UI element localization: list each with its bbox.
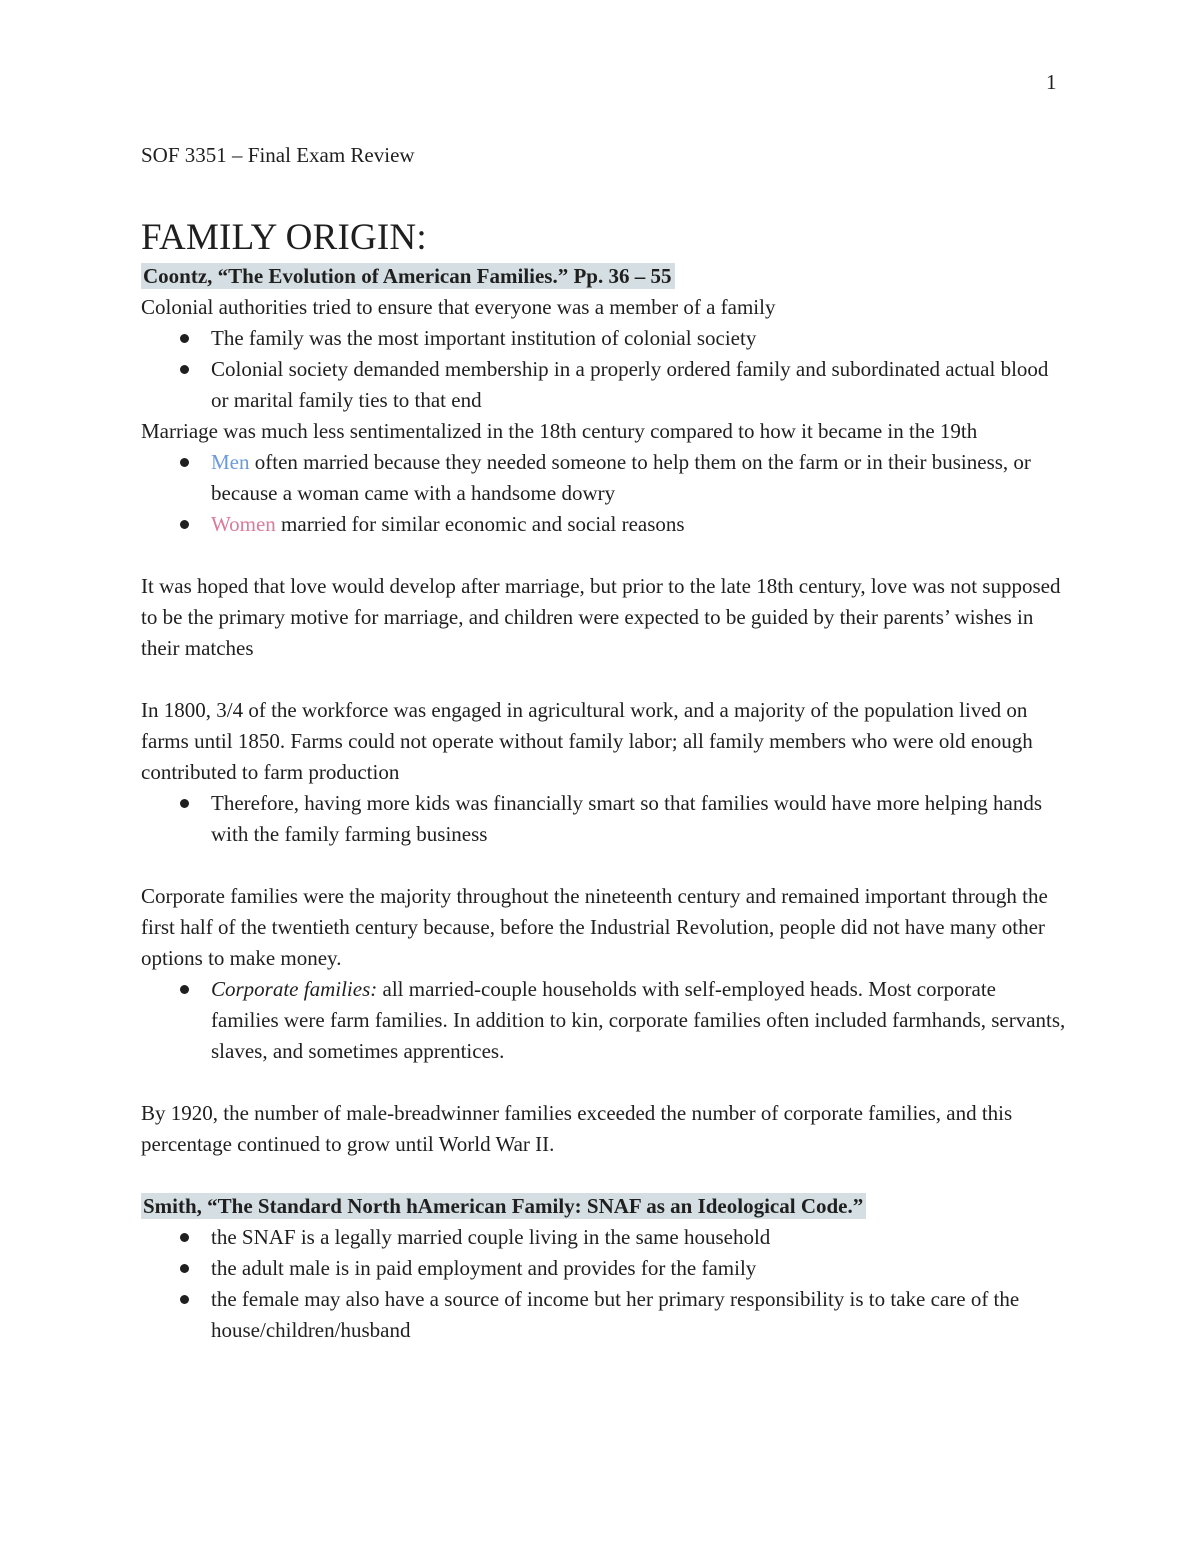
spacer <box>141 540 1066 571</box>
list-item: Therefore, having more kids was financially smart so that families would have more helping hands with the family farming business <box>141 788 1066 850</box>
paragraph: By 1920, the number of male-breadwinner families exceeded the number of corporate families, and this percentage continued to grow until World War II. <box>141 1101 1013 1156</box>
list-item: the female may also have a source of income but her primary responsibility is to take care of the house/children/husband <box>141 1284 1066 1346</box>
document-body <box>141 140 1066 1346</box>
page-number: 1 <box>1046 70 1057 94</box>
spacer <box>141 1067 1066 1098</box>
term-label: Corporate families: <box>211 977 378 1001</box>
list-item-text: all married-couple households with self-employed heads. Most corporate families were farm families. In addition to kin, corporate families often included farmhands, servants, slaves, and sometimes apprentices. <box>211 977 1066 1063</box>
list-item-text: married for similar economic and social reasons <box>275 512 685 536</box>
spacer <box>141 850 1066 881</box>
bullet-list <box>141 974 1066 1067</box>
list-item: the adult male is in paid employment and provides for the family <box>141 1253 1066 1284</box>
paragraph: Marriage was much less sentimentalized in the 18th century compared to how it became in the 19th <box>141 419 978 443</box>
list-item: Colonial society demanded membership in a properly ordered family and subordinated actual blood or marital family ties to that end <box>141 354 1066 416</box>
highlighted-heading-text: Smith, “The Standard North hAmerican Family: SNAF as an Ideological Code.” <box>141 1193 866 1219</box>
section-heading: FAMILY ORIGIN: <box>141 217 427 258</box>
spacer <box>141 664 1066 695</box>
paragraph: Corporate families were the majority throughout the nineteenth century and remained important through the first half of the twentieth century because, before the Industrial Revolution, people did not have many other options to make money. <box>141 884 1048 970</box>
spacer <box>141 1160 1066 1191</box>
women-label: Women <box>211 512 276 536</box>
list-item-text: often married because they needed someone to help them on the farm or in their business, or because a woman came with a handsome dowry <box>211 450 1031 505</box>
paragraph: It was hoped that love would develop after marriage, but prior to the late 18th century, love was not supposed to be the primary motive for marriage, and children were expected to be guided by their parents’ wishes in their matches <box>141 574 1061 660</box>
list-item: The family was the most important institution of colonial society <box>141 323 1066 354</box>
bullet-list <box>141 1222 1066 1346</box>
bullet-list <box>141 323 1066 416</box>
paragraph: Colonial authorities tried to ensure that everyone was a member of a family <box>141 295 776 319</box>
list-item: the SNAF is a legally married couple living in the same household <box>141 1222 1066 1253</box>
list-item <box>141 509 1066 540</box>
paragraph: In 1800, 3/4 of the workforce was engaged in agricultural work, and a majority of the population lived on farms until 1850. Farms could not operate without family labor; all family members who were old enough contributed to farm production <box>141 698 1033 784</box>
men-label: Men <box>211 450 250 474</box>
bullet-list <box>141 788 1066 850</box>
bullet-list <box>141 447 1066 540</box>
source-heading-smith <box>141 1191 1066 1222</box>
source-heading-coontz <box>141 261 1066 292</box>
document-title: SOF 3351 – Final Exam Review <box>141 143 415 167</box>
list-item <box>141 447 1066 509</box>
list-item <box>141 974 1066 1067</box>
highlighted-heading-text: Coontz, “The Evolution of American Families.” Pp. 36 – 55 <box>141 263 675 289</box>
